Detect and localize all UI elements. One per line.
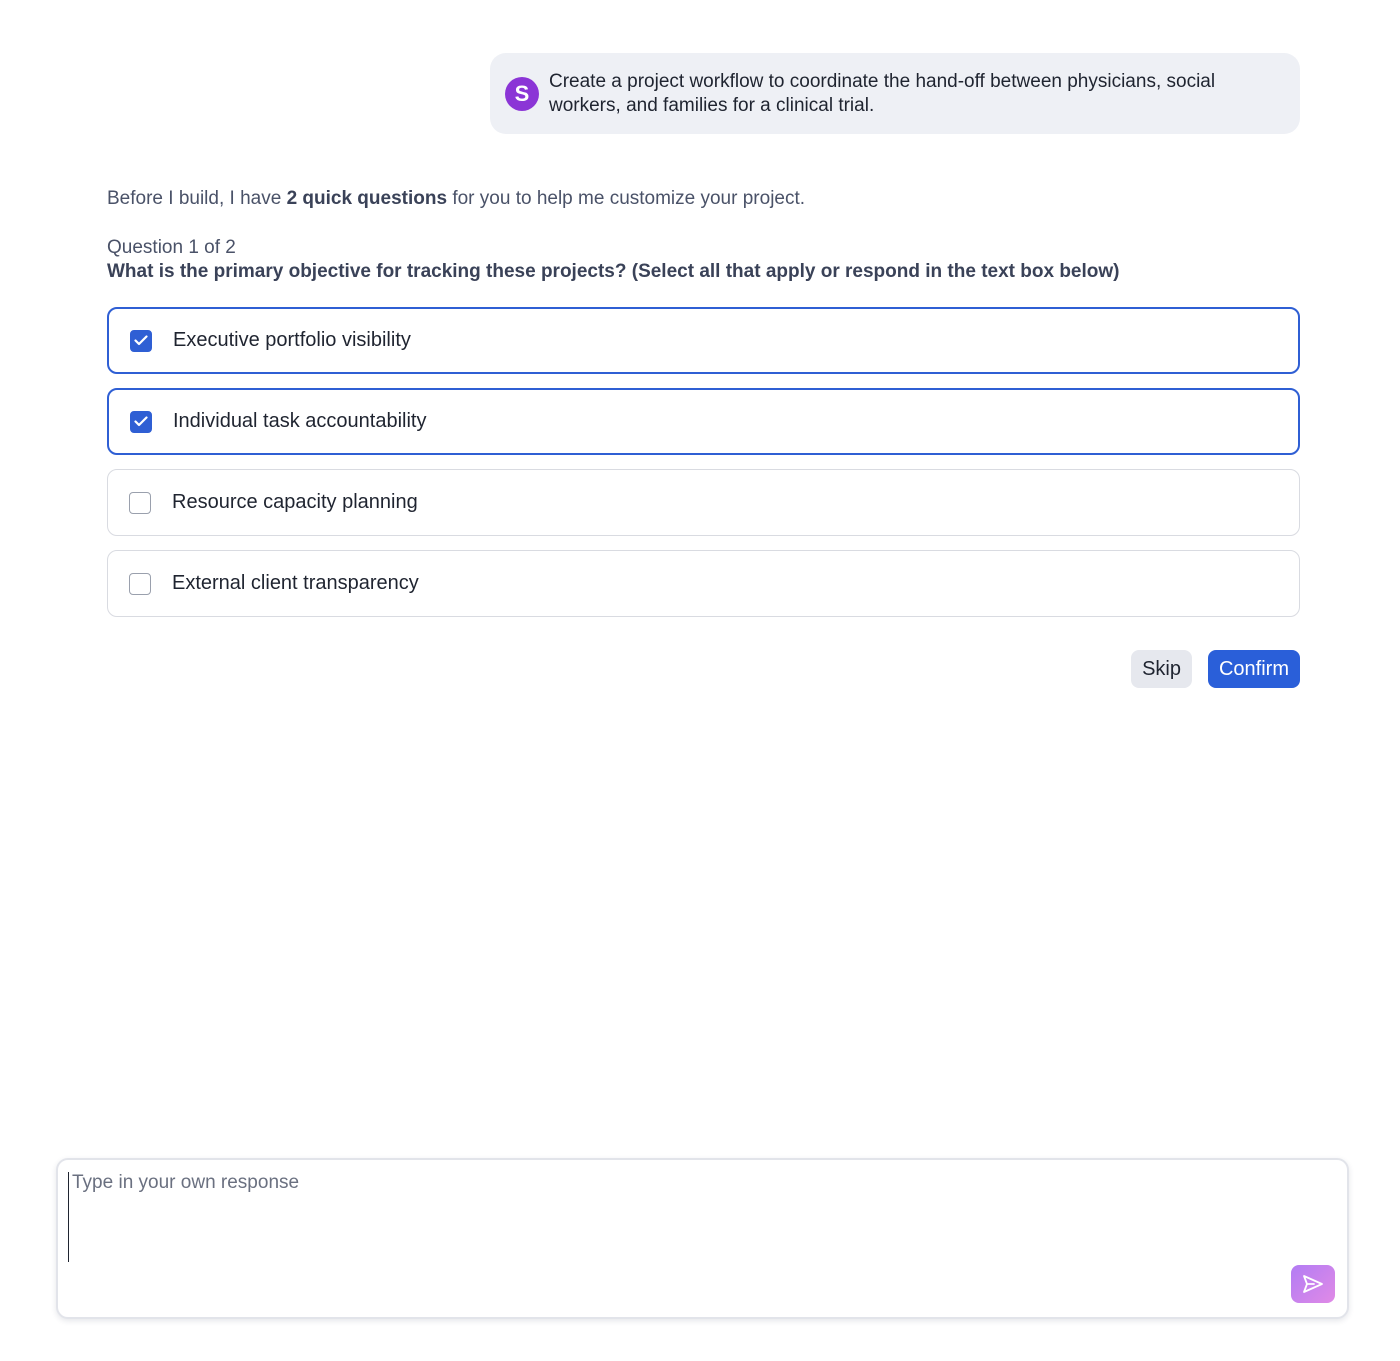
user-avatar: S [505, 77, 539, 111]
option-label: Resource capacity planning [172, 491, 418, 513]
checkbox[interactable] [130, 330, 152, 352]
confirm-button[interactable]: Confirm [1208, 650, 1300, 688]
options-list [107, 307, 1300, 631]
send-icon [1302, 1274, 1324, 1294]
assistant-intro [107, 188, 805, 210]
intro-suffix: for you to help me customize your project. [447, 188, 806, 209]
checkbox[interactable] [129, 573, 151, 595]
user-message-bubble [490, 53, 1300, 134]
skip-button[interactable]: Skip [1131, 650, 1192, 688]
question-text: What is the primary objective for tracking these projects? (Select all that apply or respond in the text box below) [107, 261, 1120, 282]
checkmark-icon [134, 416, 148, 427]
option-executive-portfolio-visibility[interactable] [107, 307, 1300, 374]
option-individual-task-accountability[interactable] [107, 388, 1300, 455]
response-composer [56, 1158, 1349, 1319]
option-label: Executive portfolio visibility [173, 329, 411, 351]
response-input[interactable] [68, 1172, 1272, 1262]
option-label: External client transparency [172, 572, 419, 594]
option-resource-capacity-planning[interactable] [107, 469, 1300, 536]
checkmark-icon [134, 335, 148, 346]
option-label: Individual task accountability [173, 410, 427, 432]
checkbox[interactable] [130, 411, 152, 433]
intro-bold: 2 quick questions [286, 188, 448, 209]
option-external-client-transparency[interactable] [107, 550, 1300, 617]
user-message-text: Create a project workflow to coordinate the hand-off between physicians, social workers, and families for a clinical trial. [549, 70, 1216, 116]
question-counter: Question 1 of 2 [107, 237, 236, 258]
send-button[interactable] [1291, 1265, 1335, 1303]
question-actions [1131, 650, 1300, 688]
checkbox[interactable] [129, 492, 151, 514]
intro-prefix: Before I build, I have [107, 188, 287, 209]
